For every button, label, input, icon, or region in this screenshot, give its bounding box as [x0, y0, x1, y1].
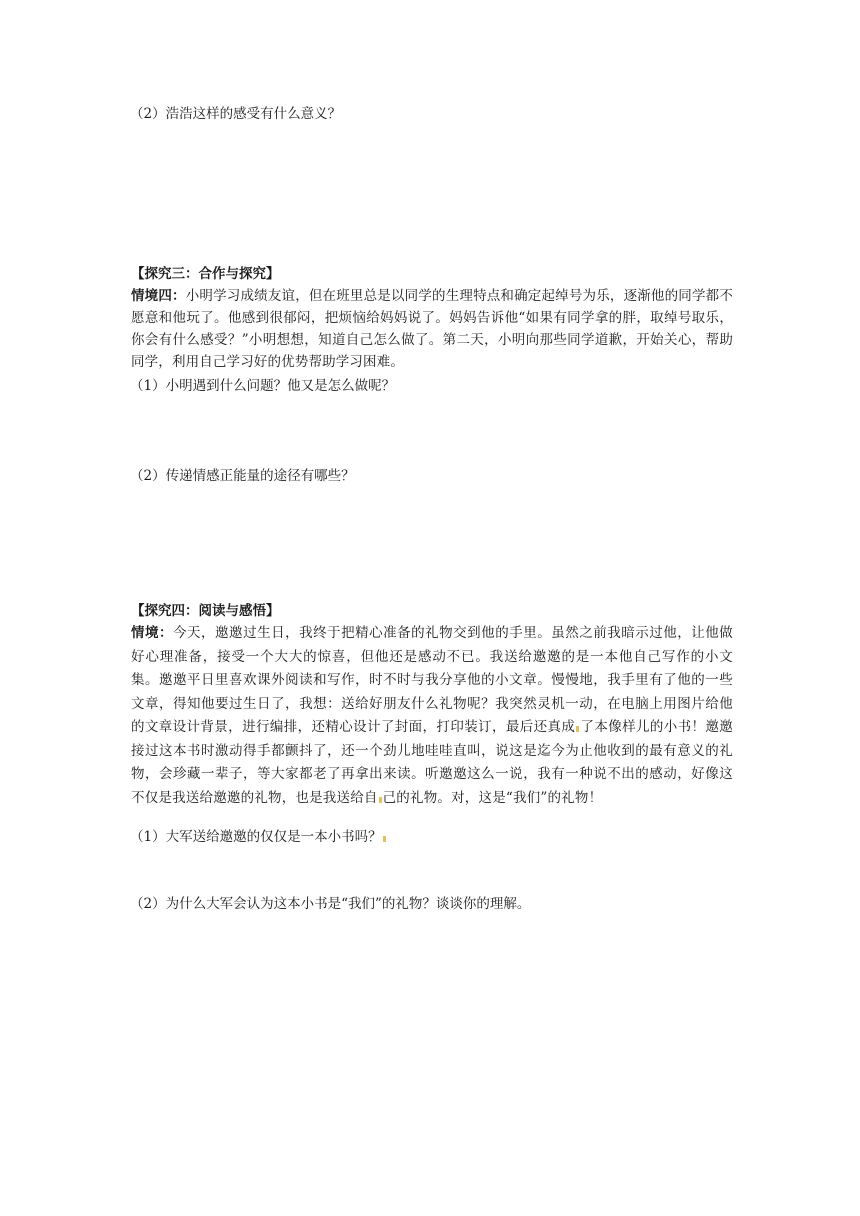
- highlight-mark: [383, 836, 386, 842]
- scenario-4-text: 小明学习成绩友谊，但在班里总是以同学的生理特点和确定起绰号为乐，逐渐他的同学都不愿意和他玩了。他感到很郁闷，把烦恼给妈妈说了。妈妈告诉他“如果有同学拿的胖，取绰号取乐，你会有什么感受？”小明想想，知道自己怎么做了。第二天，小明向那些同学道歉，开始关心，帮助同学，利用自己学习好的优势帮助学习困难。: [131, 288, 733, 370]
- highlight-mark: [576, 726, 579, 732]
- section-4-question-1: [130, 826, 387, 848]
- scenario-label: 情境：: [131, 625, 174, 641]
- section-4-title: 【探究四：阅读与感悟】: [131, 603, 280, 619]
- section-3-scenario: [131, 285, 733, 373]
- highlight-mark: [379, 797, 382, 803]
- scenario-4-label: 情境四：: [131, 288, 186, 304]
- section-4-question-1-text: （1）大军送给邀邀的仅仅是一本小书吗？: [130, 829, 382, 845]
- scenario-text-part-3: 己的礼物。对，这是“我们”的礼物！: [382, 789, 603, 806]
- scenario-text-part-1: 今天，邀邀过生日，我终于把精心准备的礼物交到他的手里。虽然之前我暗示过他，让他做好心理准备，接受一个大大的惊喜，但他还是感动不已。我送给邀邀的是一本他自己写作的小文集。邀邀平日里喜欢课外阅读和写作，时不时与我分享他的小文章。慢慢地，我手里有了他的一些文章，得知他要过生日了，我想：送给好朋友什么礼物呢？我突然灵机一动，在电脑上用图片给他的文章设计背景，进行编排，还精心设计了封面，打印装订，最后还真成: [131, 625, 733, 735]
- section-3-question-2: （2）传递情感正能量的途径有哪些？: [130, 468, 355, 484]
- section-4-question-2: （2）为什么大军会认为这本小书是“我们”的礼物？谈谈你的理解。: [130, 896, 531, 912]
- section-4-scenario: [131, 622, 733, 810]
- section-3-title: 【探究三：合作与探究】: [131, 266, 280, 282]
- scenario-text-part-2: 了本像样儿的小书！邀邀接过这本书时激动得手都颤抖了，还一个劲儿地哇哇直叫，说这是迄今为止他收到的最有意义的礼物，会珍藏一辈子，等大家都老了再拿出来读。听邀邀这么一说，我有一种说不出的感动，好像这不仅是我送给邀邀的礼物，也是我送给自: [131, 719, 733, 806]
- section-3-question-1: （1）小明遇到什么问题？他又是怎么做呢？: [130, 378, 396, 394]
- question-2-significance: （2）浩浩这样的感受有什么意义？: [130, 106, 342, 122]
